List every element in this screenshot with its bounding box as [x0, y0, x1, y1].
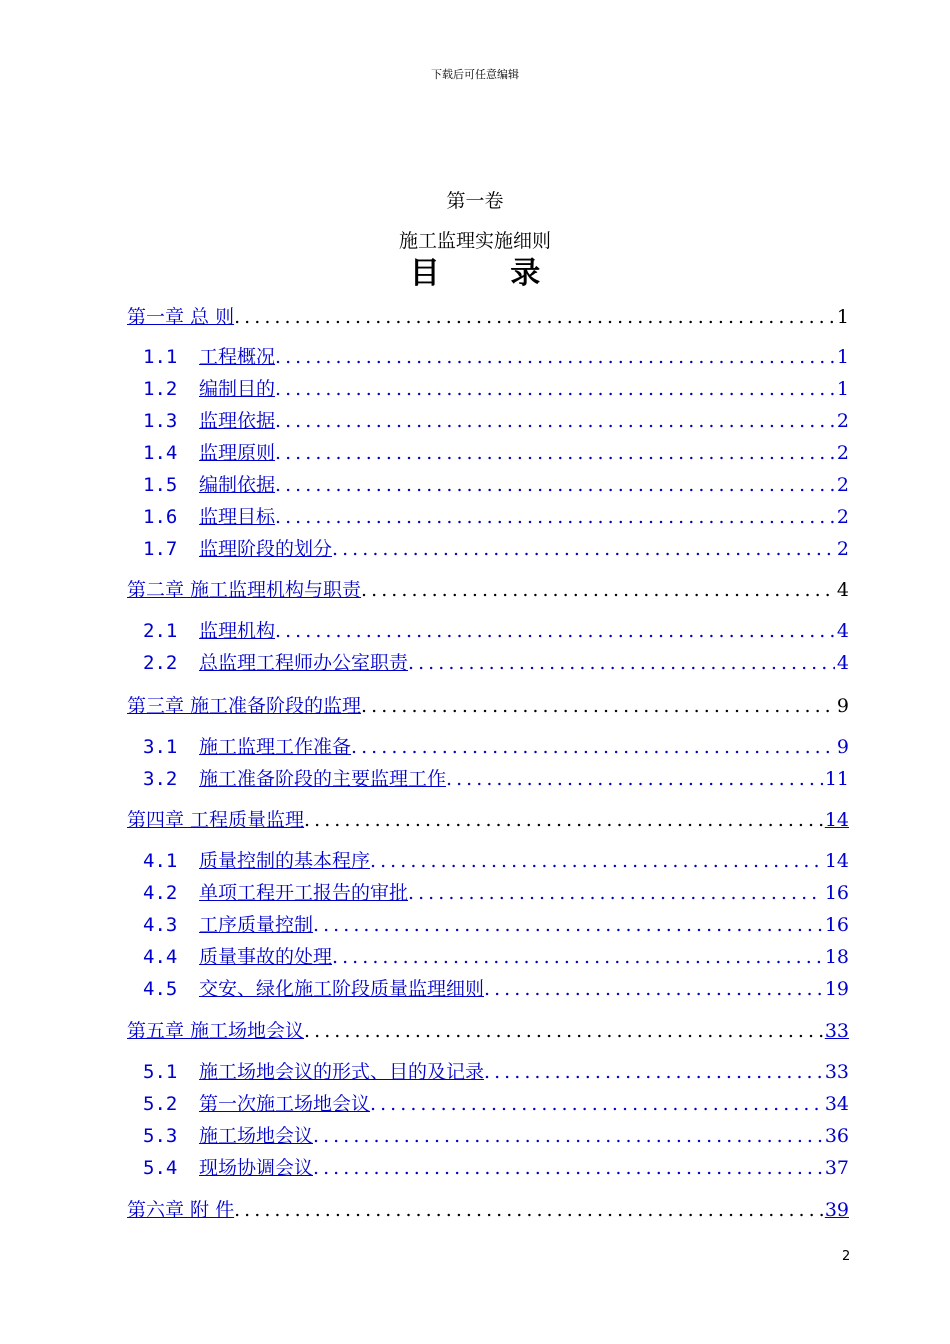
- section-number: 4.4: [143, 946, 178, 968]
- toc-chapter-link[interactable]: 第三章 施工准备阶段的监理: [127, 695, 362, 717]
- section-number: 5.4: [143, 1157, 178, 1179]
- toc-chapter-entry[interactable]: [127, 691, 849, 721]
- dot-leader: [313, 1121, 823, 1151]
- toc-page-number[interactable]: 4: [836, 620, 849, 642]
- section-number: 4.1: [143, 850, 178, 872]
- toc-page-number[interactable]: 4: [836, 652, 849, 674]
- dot-leader: [361, 575, 835, 605]
- toc-page-number[interactable]: 14: [824, 809, 849, 831]
- toc-section-link[interactable]: [143, 342, 275, 372]
- section-number: 1.5: [143, 474, 178, 496]
- toc-page-number[interactable]: 2: [836, 474, 849, 496]
- toc-section-link[interactable]: [143, 732, 351, 762]
- dot-leader: [313, 1153, 823, 1183]
- toc-section-entry[interactable]: [143, 974, 849, 1004]
- dot-leader: [234, 302, 835, 332]
- toc-page-number[interactable]: 1: [836, 346, 849, 368]
- toc-section-entry[interactable]: [143, 438, 849, 468]
- dot-leader: [332, 942, 823, 972]
- toc-section-link[interactable]: [143, 764, 446, 794]
- toc-page-number[interactable]: 2: [836, 538, 849, 560]
- toc-chapter-entry[interactable]: [127, 302, 849, 332]
- toc-section-link[interactable]: [143, 648, 408, 678]
- toc-section-entry[interactable]: [143, 910, 849, 940]
- section-title: 单项工程开工报告的审批: [199, 882, 409, 904]
- toc-page-number[interactable]: 34: [824, 1093, 849, 1115]
- toc-section-entry[interactable]: [143, 1057, 849, 1087]
- toc-section-link[interactable]: [143, 616, 275, 646]
- section-number: 2.1: [143, 620, 178, 642]
- section-number: 5.2: [143, 1093, 178, 1115]
- section-title: 施工准备阶段的主要监理工作: [199, 768, 447, 790]
- section-title: 工序质量控制: [199, 914, 314, 936]
- toc-page-number: 4: [836, 579, 849, 601]
- section-number: 3.2: [143, 768, 178, 790]
- toc-page-number[interactable]: 2: [836, 506, 849, 528]
- section-title: 监理原则: [199, 442, 276, 464]
- toc-page-number[interactable]: 2: [836, 410, 849, 432]
- toc-section-link[interactable]: [143, 974, 484, 1004]
- volume-title: 第一卷: [446, 190, 504, 212]
- section-number: 5.3: [143, 1125, 178, 1147]
- dot-leader: [275, 502, 835, 532]
- toc-section-entry[interactable]: [143, 470, 849, 500]
- toc-section-entry[interactable]: [143, 1153, 849, 1183]
- toc-section-link[interactable]: [143, 878, 408, 908]
- toc-section-entry[interactable]: [143, 342, 849, 372]
- section-number: 2.2: [143, 652, 178, 674]
- toc-section-entry[interactable]: [143, 616, 849, 646]
- dot-leader: [332, 534, 835, 564]
- section-title: 质量事故的处理: [199, 946, 333, 968]
- dot-leader: [361, 691, 835, 721]
- toc-page-number[interactable]: 33: [824, 1061, 849, 1083]
- toc-section-link[interactable]: [143, 1153, 313, 1183]
- section-number: 1.7: [143, 538, 178, 560]
- toc-page-number[interactable]: 36: [824, 1125, 849, 1147]
- toc-page-number[interactable]: 11: [824, 768, 849, 790]
- toc-section-entry[interactable]: [143, 878, 849, 908]
- toc-page-number[interactable]: 16: [824, 882, 849, 904]
- toc-section-entry[interactable]: [143, 502, 849, 532]
- section-title: 施工场地会议的形式、目的及记录: [199, 1061, 485, 1083]
- section-title: 施工监理工作准备: [199, 736, 352, 758]
- toc-section-link[interactable]: [143, 1089, 370, 1119]
- dot-leader: [275, 470, 835, 500]
- toc-page-number[interactable]: 18: [824, 946, 849, 968]
- section-title: 质量控制的基本程序: [199, 850, 371, 872]
- section-number: 1.3: [143, 410, 178, 432]
- toc-chapter-link[interactable]: 第六章 附 件: [127, 1199, 235, 1221]
- toc-chapter-entry[interactable]: [127, 575, 849, 605]
- section-title: 监理机构: [199, 620, 276, 642]
- dot-leader: [304, 805, 823, 835]
- toc-page-number: 1: [836, 306, 849, 328]
- section-number: 1.6: [143, 506, 178, 528]
- dot-leader: [275, 438, 835, 468]
- toc-section-link[interactable]: [143, 374, 275, 404]
- dot-leader: [275, 616, 835, 646]
- toc-section-link[interactable]: [143, 534, 332, 564]
- toc-chapter-entry[interactable]: [127, 1016, 849, 1046]
- section-number: 1.1: [143, 346, 178, 368]
- toc-section-entry[interactable]: [143, 374, 849, 404]
- toc-chapter-entry[interactable]: [127, 805, 849, 835]
- toc-section-entry[interactable]: [143, 534, 849, 564]
- toc-page-number: 9: [836, 695, 849, 717]
- section-title: 现场协调会议: [199, 1157, 314, 1179]
- dot-leader: [408, 878, 823, 908]
- toc-section-link[interactable]: [143, 470, 275, 500]
- toc-section-entry[interactable]: [143, 846, 849, 876]
- section-title: 工程概况: [199, 346, 276, 368]
- toc-section-link[interactable]: [143, 1057, 484, 1087]
- toc-chapter-link[interactable]: 第一章 总 则: [127, 306, 235, 328]
- section-number: 4.3: [143, 914, 178, 936]
- toc-section-entry[interactable]: [143, 1089, 849, 1119]
- toc-section-entry[interactable]: [143, 648, 849, 678]
- toc-chapter-entry[interactable]: [127, 1195, 849, 1225]
- toc-title: 目 录: [409, 256, 571, 291]
- dot-leader: [446, 764, 823, 794]
- toc-section-link[interactable]: [143, 1121, 313, 1151]
- dot-leader: [408, 648, 835, 678]
- dot-leader: [351, 732, 835, 762]
- toc-page-number[interactable]: 39: [824, 1199, 849, 1221]
- toc-section-link[interactable]: [143, 406, 275, 436]
- toc-section-entry[interactable]: [143, 942, 849, 972]
- toc-page-number[interactable]: 14: [824, 850, 849, 872]
- section-title: 监理目标: [199, 506, 276, 528]
- dot-leader: [484, 1057, 823, 1087]
- section-number: 4.2: [143, 882, 178, 904]
- toc-page-number[interactable]: 19: [824, 978, 849, 1000]
- dot-leader: [370, 846, 823, 876]
- toc-page-number[interactable]: 2: [836, 442, 849, 464]
- toc-chapter-link[interactable]: 第五章 施工场地会议: [127, 1020, 305, 1042]
- section-title: 监理依据: [199, 410, 276, 432]
- toc-chapter-link[interactable]: 第二章 施工监理机构与职责: [127, 579, 362, 601]
- section-title: 编制目的: [199, 378, 276, 400]
- toc-section-link[interactable]: [143, 846, 370, 876]
- section-title: 编制依据: [199, 474, 276, 496]
- dot-leader: [313, 910, 823, 940]
- toc-page-number[interactable]: 9: [836, 736, 849, 758]
- section-title: 监理阶段的划分: [199, 538, 333, 560]
- toc-section-entry[interactable]: [143, 764, 849, 794]
- page-header: 下载后可任意编辑: [431, 68, 519, 81]
- dot-leader: [234, 1195, 823, 1225]
- toc-section-link[interactable]: [143, 438, 275, 468]
- section-number: 1.2: [143, 378, 178, 400]
- section-title: 施工场地会议: [199, 1125, 314, 1147]
- toc-section-link[interactable]: [143, 942, 332, 972]
- section-number: 3.1: [143, 736, 178, 758]
- toc-page-number[interactable]: 37: [824, 1157, 849, 1179]
- toc-section-link[interactable]: [143, 502, 275, 532]
- toc-page-number[interactable]: 1: [836, 378, 849, 400]
- toc-section-entry[interactable]: [143, 406, 849, 436]
- section-number: 5.1: [143, 1061, 178, 1083]
- dot-leader: [275, 406, 835, 436]
- section-title: 交安、绿化施工阶段质量监理细则: [199, 978, 485, 1000]
- toc-section-entry[interactable]: [143, 732, 849, 762]
- dot-leader: [275, 374, 835, 404]
- toc-chapter-link[interactable]: 第四章 工程质量监理: [127, 809, 305, 831]
- dot-leader: [484, 974, 823, 1004]
- section-number: 4.5: [143, 978, 178, 1000]
- dot-leader: [370, 1089, 823, 1119]
- toc-page-number[interactable]: 16: [824, 914, 849, 936]
- section-title: 第一次施工场地会议: [199, 1093, 371, 1115]
- section-title: 总监理工程师办公室职责: [199, 652, 409, 674]
- toc-section-link[interactable]: [143, 910, 313, 940]
- document-subtitle: 施工监理实施细则: [398, 230, 551, 252]
- page-number: 2: [842, 1249, 851, 1264]
- toc-section-entry[interactable]: [143, 1121, 849, 1151]
- toc-page-number[interactable]: 33: [824, 1020, 849, 1042]
- section-number: 1.4: [143, 442, 178, 464]
- dot-leader: [275, 342, 835, 372]
- dot-leader: [304, 1016, 823, 1046]
